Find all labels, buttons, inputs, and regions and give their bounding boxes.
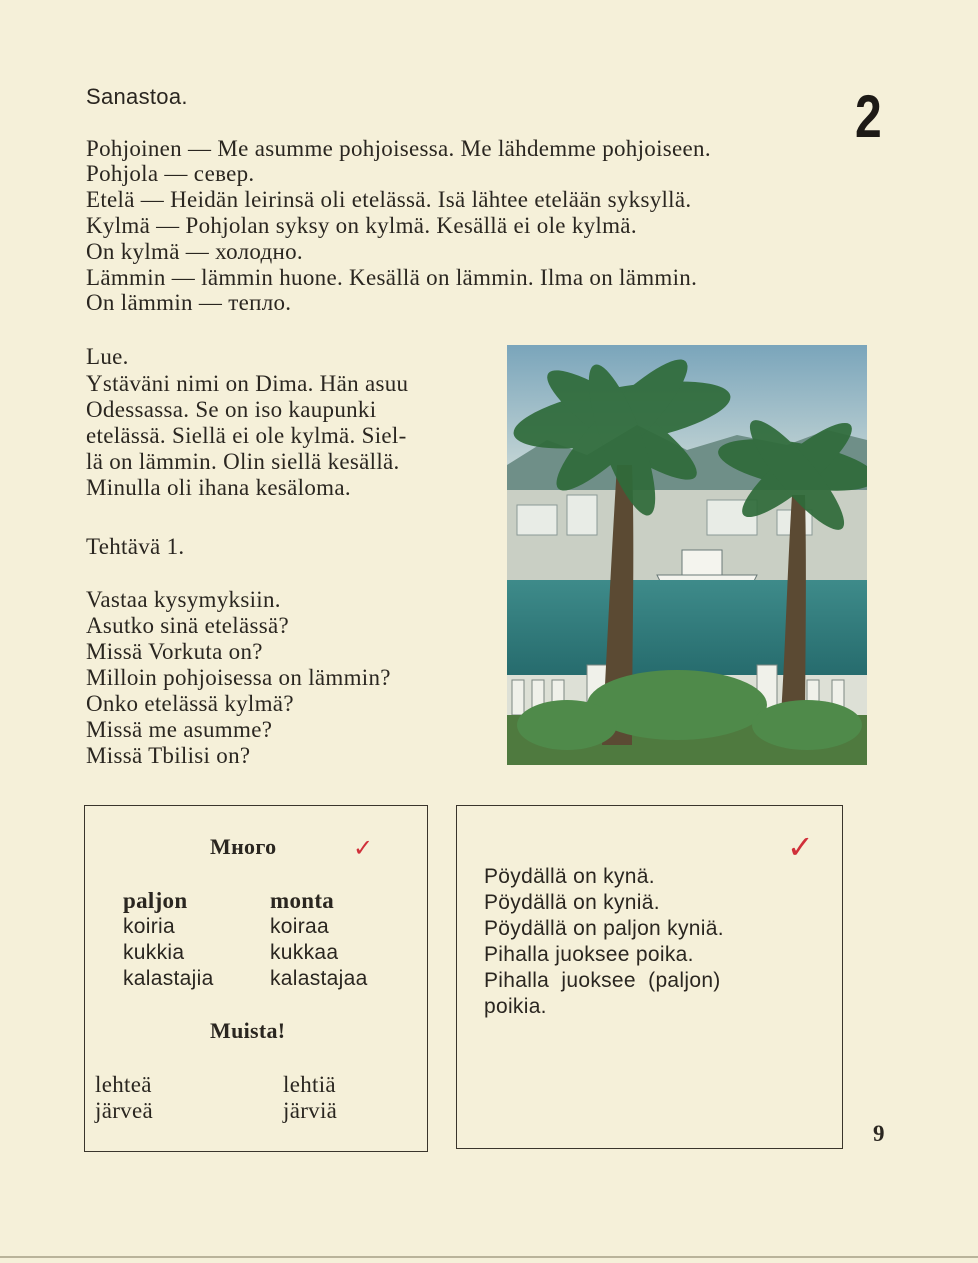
monta-word: kukkaa bbox=[270, 941, 339, 964]
exercise-question: Milloin pohjoisessa on lämmin? bbox=[86, 665, 391, 690]
remember-title: Muista! bbox=[210, 1018, 286, 1043]
remember-word: järviä bbox=[283, 1098, 338, 1123]
paljon-word: koiria bbox=[123, 915, 175, 938]
remember-word: järveä bbox=[95, 1098, 153, 1123]
page-bottom-edge bbox=[0, 1256, 978, 1258]
page-number: 9 bbox=[873, 1121, 885, 1146]
remember-word: lehteä bbox=[95, 1072, 152, 1097]
example-box bbox=[456, 805, 843, 1149]
exercise-heading: Tehtävä 1. bbox=[86, 534, 185, 559]
reading-line: Ystäväni nimi on Dima. Hän asuu bbox=[86, 371, 409, 396]
paljon-word: kalastajia bbox=[123, 967, 214, 990]
exercise-question: Missä Tbilisi on? bbox=[86, 743, 251, 768]
chapter-number: 2 bbox=[855, 83, 882, 150]
vocabulary-line: On lämmin — тепло. bbox=[86, 290, 292, 315]
reading-line: Odessassa. Se on iso kaupunki bbox=[86, 397, 377, 422]
example-line: poikia. bbox=[484, 995, 547, 1018]
vocabulary-line: Kylmä — Pohjolan syksy on kylmä. Kesällä ei ole kylmä. bbox=[86, 213, 637, 238]
paljon-word: kukkia bbox=[123, 941, 185, 964]
sea bbox=[507, 580, 867, 680]
reading-heading: Lue. bbox=[86, 344, 129, 369]
example-line: Pihalla juoksee (paljon) bbox=[484, 969, 721, 992]
teacher-check-mark: ✓ bbox=[787, 828, 814, 866]
many-box-title: Много bbox=[210, 834, 277, 859]
reading-line: etelässä. Siellä ei ole kylmä. Siel- bbox=[86, 423, 407, 448]
exercise-question: Missä Vorkuta on? bbox=[86, 639, 263, 664]
monta-word: kalastajaa bbox=[270, 967, 368, 990]
monta-header: monta bbox=[270, 888, 335, 913]
exercise-question: Missä me asumme? bbox=[86, 717, 273, 742]
vocabulary-line: Etelä — Heidän leirinsä oli etelässä. Isä lähtee etelään syksyllä. bbox=[86, 187, 692, 212]
exercise-section bbox=[86, 534, 496, 774]
vocabulary-line: Pohjoinen — Me asumme pohjoisessa. Me lähdemme pohjoiseen. bbox=[86, 136, 711, 161]
reading-line: Minulla oli ihana kesäloma. bbox=[86, 475, 351, 500]
reading-line: lä on lämmin. Olin siellä kesällä. bbox=[86, 449, 400, 474]
paljon-header: paljon bbox=[123, 888, 188, 913]
remember-word: lehtiä bbox=[283, 1072, 336, 1097]
vocabulary-line: Pohjola — север. bbox=[86, 161, 255, 186]
example-line: Pöydällä on kynä. bbox=[484, 865, 655, 888]
exercise-instruction: Vastaa kysymyksiin. bbox=[86, 587, 281, 612]
exercise-question: Onko etelässä kylmä? bbox=[86, 691, 294, 716]
example-line: Pöydällä on paljon kyniä. bbox=[484, 917, 724, 940]
vocabulary-heading: Sanastoa. bbox=[86, 84, 188, 109]
vocabulary-line: Lämmin — lämmin huone. Kesällä on lämmin. Ilma on lämmin. bbox=[86, 265, 698, 290]
teacher-check-mark: ✓ bbox=[353, 834, 374, 862]
vocabulary-section bbox=[86, 84, 846, 324]
monta-word: koiraa bbox=[270, 915, 329, 938]
exercise-question: Asutko sinä etelässä? bbox=[86, 613, 290, 638]
many-box bbox=[84, 805, 428, 1152]
palm-trees-illustration bbox=[507, 345, 867, 765]
example-line: Pihalla juoksee poika. bbox=[484, 943, 694, 966]
vocabulary-line: On kylmä — холодно. bbox=[86, 239, 303, 264]
example-line: Pöydällä on kyniä. bbox=[484, 891, 660, 914]
reading-section bbox=[86, 344, 496, 514]
